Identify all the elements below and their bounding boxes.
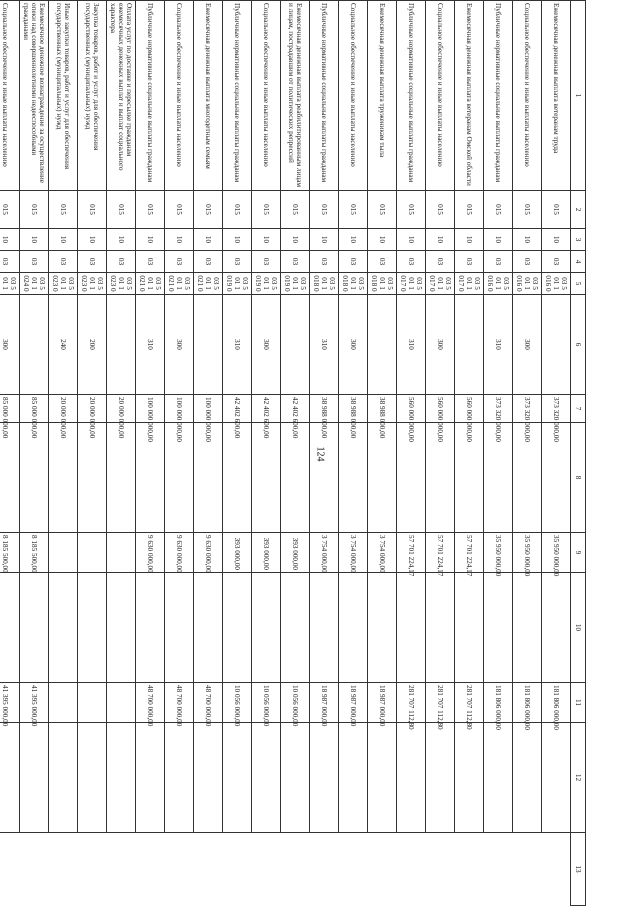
amount-cell bbox=[0, 723, 20, 833]
expense-type-cell: 200 bbox=[78, 295, 107, 395]
amount-cell bbox=[252, 573, 281, 683]
subsection-cell: 03 bbox=[194, 251, 223, 273]
amount-cell bbox=[78, 573, 107, 683]
target-article-cell: 03 5 01 1 017 0 bbox=[426, 273, 455, 295]
subsection-cell: 03 bbox=[426, 251, 455, 273]
target-article-cell: 03 5 01 1 017 0 bbox=[455, 273, 484, 295]
amount-cell: 181 806 000,00 bbox=[513, 683, 542, 723]
amount-cell bbox=[339, 573, 368, 683]
amount-cell: 393 000,00 bbox=[223, 533, 252, 573]
amount-cell: 281 707 112,80 bbox=[426, 683, 455, 723]
expense-type-cell: 300 bbox=[339, 295, 368, 395]
amount-cell: 8 185 500,00 bbox=[20, 533, 49, 573]
subsection-cell: 03 bbox=[78, 251, 107, 273]
amount-cell: 57 701 224,17 bbox=[455, 533, 484, 573]
amount-cell bbox=[426, 573, 455, 683]
table-row bbox=[49, 1, 78, 906]
amount-cell bbox=[426, 723, 455, 833]
row-name-cell: Ежемесячное денежное вознаграждение за осуществление опеки над совершеннолетними недееспособными гражданами bbox=[20, 1, 49, 191]
amount-cell: 57 701 224,17 bbox=[397, 533, 426, 573]
row-name-cell: Социальное обеспечение и иные выплаты населению bbox=[513, 1, 542, 191]
amount-cell bbox=[49, 573, 78, 683]
table-row bbox=[0, 1, 20, 906]
column-header: 9 bbox=[571, 533, 586, 573]
amount-cell: 373 320 000,00 bbox=[513, 395, 542, 423]
amount-cell: 9 630 000,00 bbox=[136, 533, 165, 573]
amount-cell: 3 754 000,00 bbox=[368, 533, 397, 573]
target-article-cell: 03 5 01 1 018 0 bbox=[368, 273, 397, 295]
table-row bbox=[397, 1, 426, 906]
column-header: 6 bbox=[571, 295, 586, 395]
section-cell: 10 bbox=[0, 229, 20, 251]
admin-code-cell: 015 bbox=[426, 191, 455, 229]
section-cell: 10 bbox=[339, 229, 368, 251]
subsection-cell: 03 bbox=[223, 251, 252, 273]
amount-cell: 100 000 000,00 bbox=[136, 395, 165, 423]
table-row bbox=[78, 1, 107, 906]
amount-cell: 560 000 000,00 bbox=[397, 395, 426, 423]
table-row bbox=[310, 1, 339, 906]
amount-cell bbox=[49, 723, 78, 833]
amount-cell: 41 395 000,00 bbox=[20, 683, 49, 723]
amount-cell bbox=[49, 423, 78, 533]
column-header: 10 bbox=[571, 573, 586, 683]
amount-cell bbox=[339, 423, 368, 533]
table-body bbox=[0, 1, 571, 906]
amount-cell: 20 000 000,00 bbox=[107, 395, 136, 423]
amount-cell: 100 000 000,00 bbox=[194, 395, 223, 423]
subsection-cell: 03 bbox=[455, 251, 484, 273]
amount-cell bbox=[513, 573, 542, 683]
amount-cell bbox=[136, 723, 165, 833]
admin-code-cell: 015 bbox=[281, 191, 310, 229]
expense-type-cell bbox=[368, 295, 397, 395]
amount-cell bbox=[107, 423, 136, 533]
amount-cell: 18 987 000,00 bbox=[310, 683, 339, 723]
subsection-cell: 03 bbox=[368, 251, 397, 273]
row-name-cell: Публичные нормативные социальные выплаты гражданам bbox=[136, 1, 165, 191]
admin-code-cell: 015 bbox=[20, 191, 49, 229]
amount-cell bbox=[310, 573, 339, 683]
page-number: 124 bbox=[314, 446, 326, 462]
amount-cell bbox=[252, 423, 281, 533]
column-header: 7 bbox=[571, 395, 586, 423]
admin-code-cell: 015 bbox=[368, 191, 397, 229]
amount-cell: 3 754 000,00 bbox=[310, 533, 339, 573]
amount-cell bbox=[107, 683, 136, 723]
row-name-cell: Ежемесячная денежная выплата многодетным семьям bbox=[194, 1, 223, 191]
amount-cell: 20 000 000,00 bbox=[49, 395, 78, 423]
expense-type-cell bbox=[20, 295, 49, 395]
target-article-cell: 03 5 01 1 018 0 bbox=[310, 273, 339, 295]
amount-cell bbox=[281, 573, 310, 683]
table-row bbox=[252, 1, 281, 906]
target-article-cell: 03 5 01 1 019 0 bbox=[281, 273, 310, 295]
amount-cell bbox=[397, 573, 426, 683]
column-header: 2 bbox=[571, 191, 586, 229]
subsection-cell: 03 bbox=[165, 251, 194, 273]
amount-cell: 57 701 224,17 bbox=[426, 533, 455, 573]
row-name-cell: Социальное обеспечение и иные выплаты населению bbox=[0, 1, 20, 191]
amount-cell bbox=[310, 723, 339, 833]
admin-code-cell: 015 bbox=[223, 191, 252, 229]
expense-type-cell bbox=[281, 295, 310, 395]
row-name-cell: Закупка товаров, работ и услуг для обеспечения государственных (муниципальных) нужд bbox=[78, 1, 107, 191]
amount-cell: 8 185 500,00 bbox=[0, 533, 20, 573]
amount-cell: 48 700 000,00 bbox=[165, 683, 194, 723]
amount-cell bbox=[20, 573, 49, 683]
column-header: 1 bbox=[571, 1, 586, 191]
expense-type-cell: 300 bbox=[513, 295, 542, 395]
row-name-cell: Публичные нормативные социальные выплаты гражданам bbox=[484, 1, 513, 191]
amount-cell bbox=[78, 423, 107, 533]
section-cell: 10 bbox=[310, 229, 339, 251]
target-article-cell: 03 5 01 1 016 0 bbox=[513, 273, 542, 295]
admin-code-cell: 015 bbox=[542, 191, 571, 229]
amount-cell bbox=[165, 573, 194, 683]
amount-cell bbox=[107, 533, 136, 573]
row-name-cell: Социальное обеспечение и иные выплаты населению bbox=[252, 1, 281, 191]
row-name-cell: Социальное обеспечение и иные выплаты населению bbox=[339, 1, 368, 191]
amount-cell bbox=[107, 723, 136, 833]
amount-cell: 42 402 600,00 bbox=[252, 395, 281, 423]
table-header-row bbox=[571, 1, 586, 906]
amount-cell: 10 056 000,00 bbox=[223, 683, 252, 723]
table-row bbox=[368, 1, 397, 906]
subsection-cell: 03 bbox=[107, 251, 136, 273]
subsection-cell: 03 bbox=[513, 251, 542, 273]
subsection-cell: 03 bbox=[281, 251, 310, 273]
amount-cell: 10 056 000,00 bbox=[252, 683, 281, 723]
amount-cell: 20 000 000,00 bbox=[78, 395, 107, 423]
admin-code-cell: 015 bbox=[484, 191, 513, 229]
amount-cell: 38 988 000,00 bbox=[368, 395, 397, 423]
expense-type-cell: 310 bbox=[484, 295, 513, 395]
subsection-cell: 03 bbox=[542, 251, 571, 273]
amount-cell bbox=[165, 723, 194, 833]
amount-cell: 181 806 000,00 bbox=[484, 683, 513, 723]
section-cell: 10 bbox=[20, 229, 49, 251]
section-cell: 10 bbox=[252, 229, 281, 251]
section-cell: 10 bbox=[223, 229, 252, 251]
target-article-cell: 03 5 01 1 019 0 bbox=[252, 273, 281, 295]
admin-code-cell: 015 bbox=[310, 191, 339, 229]
amount-cell: 181 806 000,00 bbox=[542, 683, 571, 723]
row-name-cell: Социальное обеспечение и иные выплаты населению bbox=[165, 1, 194, 191]
expense-type-cell: 300 bbox=[426, 295, 455, 395]
target-article-cell: 03 5 01 1 023 0 bbox=[78, 273, 107, 295]
column-header: 8 bbox=[571, 423, 586, 533]
section-cell: 10 bbox=[78, 229, 107, 251]
amount-cell bbox=[252, 723, 281, 833]
row-name-cell: Социальное обеспечение и иные выплаты населению bbox=[426, 1, 455, 191]
amount-cell: 373 320 000,00 bbox=[484, 395, 513, 423]
section-cell: 10 bbox=[136, 229, 165, 251]
subsection-cell: 03 bbox=[397, 251, 426, 273]
amount-cell: 10 056 000,00 bbox=[281, 683, 310, 723]
admin-code-cell: 015 bbox=[0, 191, 20, 229]
amount-cell: 393 000,00 bbox=[281, 533, 310, 573]
amount-cell: 85 000 000,00 bbox=[0, 395, 20, 423]
amount-cell: 393 000,00 bbox=[252, 533, 281, 573]
amount-cell: 41 395 000,00 bbox=[0, 683, 20, 723]
amount-cell bbox=[339, 723, 368, 833]
admin-code-cell: 015 bbox=[78, 191, 107, 229]
expense-type-cell: 310 bbox=[136, 295, 165, 395]
amount-cell bbox=[542, 723, 571, 833]
table-row bbox=[281, 1, 310, 906]
column-header: 11 bbox=[571, 683, 586, 723]
amount-cell bbox=[223, 723, 252, 833]
row-name-cell: Ежемесячная денежная выплата ветеранам труда bbox=[542, 1, 571, 191]
section-cell: 10 bbox=[107, 229, 136, 251]
table-row bbox=[20, 1, 49, 906]
table-row bbox=[165, 1, 194, 906]
section-cell: 10 bbox=[397, 229, 426, 251]
subsection-cell: 03 bbox=[310, 251, 339, 273]
column-header: 13 bbox=[571, 833, 586, 906]
subsection-cell: 03 bbox=[136, 251, 165, 273]
expense-type-cell bbox=[455, 295, 484, 395]
expense-type-cell: 310 bbox=[223, 295, 252, 395]
row-name-cell: Ежемесячная денежная выплата реабилитированным лицам и лицам, пострадавшим от политических репрессий bbox=[281, 1, 310, 191]
section-cell: 10 bbox=[194, 229, 223, 251]
amount-cell bbox=[368, 723, 397, 833]
table-row bbox=[484, 1, 513, 906]
target-article-cell: 03 5 01 1 023 0 bbox=[49, 273, 78, 295]
expense-type-cell: 300 bbox=[165, 295, 194, 395]
expense-type-cell: 310 bbox=[397, 295, 426, 395]
subsection-cell: 03 bbox=[20, 251, 49, 273]
amount-cell bbox=[281, 723, 310, 833]
subsection-cell: 03 bbox=[339, 251, 368, 273]
amount-cell: 35 950 000,00 bbox=[484, 533, 513, 573]
expense-type-cell: 300 bbox=[0, 295, 20, 395]
target-article-cell: 03 5 01 1 017 0 bbox=[397, 273, 426, 295]
row-name-cell: Публичные нормативные социальные выплаты гражданам bbox=[223, 1, 252, 191]
admin-code-cell: 015 bbox=[165, 191, 194, 229]
table-row bbox=[339, 1, 368, 906]
admin-code-cell: 015 bbox=[397, 191, 426, 229]
amount-cell bbox=[78, 683, 107, 723]
row-name-cell: Ежемесячная денежная выплата ветеранам Омской области bbox=[455, 1, 484, 191]
table-row bbox=[136, 1, 165, 906]
column-header: 4 bbox=[571, 251, 586, 273]
section-cell: 10 bbox=[426, 229, 455, 251]
expense-type-cell: 240 bbox=[49, 295, 78, 395]
amount-cell bbox=[20, 423, 49, 533]
amount-cell: 18 987 000,00 bbox=[368, 683, 397, 723]
amount-cell bbox=[310, 423, 339, 533]
row-name-cell: Ежемесячная денежная выплата труженикам тыла bbox=[368, 1, 397, 191]
subsection-cell: 03 bbox=[252, 251, 281, 273]
amount-cell bbox=[0, 573, 20, 683]
subsection-cell: 03 bbox=[49, 251, 78, 273]
admin-code-cell: 015 bbox=[455, 191, 484, 229]
target-article-cell: 03 5 01 1 023 0 bbox=[107, 273, 136, 295]
amount-cell bbox=[107, 573, 136, 683]
expense-type-cell: 310 bbox=[310, 295, 339, 395]
amount-cell: 281 707 112,80 bbox=[397, 683, 426, 723]
amount-cell: 48 700 000,00 bbox=[136, 683, 165, 723]
admin-code-cell: 015 bbox=[107, 191, 136, 229]
amount-cell bbox=[223, 573, 252, 683]
section-cell: 10 bbox=[542, 229, 571, 251]
expense-type-cell bbox=[194, 295, 223, 395]
amount-cell: 85 000 000,00 bbox=[20, 395, 49, 423]
amount-cell: 373 320 000,00 bbox=[542, 395, 571, 423]
amount-cell bbox=[194, 723, 223, 833]
amount-cell: 18 987 000,00 bbox=[339, 683, 368, 723]
amount-cell bbox=[78, 723, 107, 833]
amount-cell: 560 000 000,00 bbox=[455, 395, 484, 423]
section-cell: 10 bbox=[49, 229, 78, 251]
amount-cell: 38 988 000,00 bbox=[310, 395, 339, 423]
amount-cell: 281 707 112,80 bbox=[455, 683, 484, 723]
column-header: 3 bbox=[571, 229, 586, 251]
amount-cell: 42 402 600,00 bbox=[281, 395, 310, 423]
amount-cell bbox=[368, 423, 397, 533]
amount-cell bbox=[49, 683, 78, 723]
amount-cell: 560 000 000,00 bbox=[426, 395, 455, 423]
table-row bbox=[542, 1, 571, 906]
target-article-cell: 03 5 01 1 021 0 bbox=[136, 273, 165, 295]
amount-cell bbox=[194, 573, 223, 683]
section-cell: 10 bbox=[165, 229, 194, 251]
table-row bbox=[513, 1, 542, 906]
row-name-cell: Публичные нормативные социальные выплаты гражданам bbox=[310, 1, 339, 191]
admin-code-cell: 015 bbox=[49, 191, 78, 229]
rotated-table-wrapper bbox=[1, 0, 586, 905]
target-article-cell: 03 5 01 1 016 0 bbox=[484, 273, 513, 295]
amount-cell bbox=[49, 533, 78, 573]
row-name-cell: Иные закупки товаров, работ и услуг для обеспечения государственных (муниципальных) нужд bbox=[49, 1, 78, 191]
target-article-cell: 03 5 01 1 021 0 bbox=[194, 273, 223, 295]
table-row bbox=[194, 1, 223, 906]
subsection-cell: 03 bbox=[0, 251, 20, 273]
amount-cell bbox=[136, 573, 165, 683]
amount-cell: 48 700 000,00 bbox=[194, 683, 223, 723]
column-header: 12 bbox=[571, 723, 586, 833]
section-cell: 10 bbox=[281, 229, 310, 251]
admin-code-cell: 015 bbox=[136, 191, 165, 229]
amount-cell bbox=[484, 723, 513, 833]
amount-cell bbox=[484, 573, 513, 683]
amount-cell: 38 988 000,00 bbox=[339, 395, 368, 423]
amount-cell bbox=[513, 723, 542, 833]
admin-code-cell: 015 bbox=[339, 191, 368, 229]
subsection-cell: 03 bbox=[484, 251, 513, 273]
expense-type-cell bbox=[542, 295, 571, 395]
amount-cell: 35 950 000,00 bbox=[542, 533, 571, 573]
expense-type-cell bbox=[107, 295, 136, 395]
column-header: 5 bbox=[571, 273, 586, 295]
row-name-cell: Оплата услуг по доставке и пересылке гражданам ежемесячных денежных выплат и выплат социального характера bbox=[107, 1, 136, 191]
amount-cell bbox=[20, 723, 49, 833]
amount-cell: 100 000 000,00 bbox=[165, 395, 194, 423]
amount-cell bbox=[281, 423, 310, 533]
admin-code-cell: 015 bbox=[194, 191, 223, 229]
amount-cell: 42 402 600,00 bbox=[223, 395, 252, 423]
amount-cell bbox=[223, 423, 252, 533]
amount-cell bbox=[542, 573, 571, 683]
amount-cell bbox=[455, 573, 484, 683]
target-article-cell: 03 5 01 1 018 0 bbox=[339, 273, 368, 295]
admin-code-cell: 015 bbox=[513, 191, 542, 229]
expense-type-cell: 300 bbox=[252, 295, 281, 395]
target-article-cell: 03 5 01 1 016 0 bbox=[542, 273, 571, 295]
admin-code-cell: 015 bbox=[252, 191, 281, 229]
table-row bbox=[223, 1, 252, 906]
amount-cell: 9 630 000,00 bbox=[194, 533, 223, 573]
amount-cell bbox=[397, 723, 426, 833]
amount-cell bbox=[368, 573, 397, 683]
target-article-cell: 03 5 01 1 bbox=[0, 273, 20, 295]
target-article-cell: 03 5 01 1 019 0 bbox=[223, 273, 252, 295]
row-name-cell: Публичные нормативные социальные выплаты гражданам bbox=[397, 1, 426, 191]
section-cell: 10 bbox=[513, 229, 542, 251]
table-row bbox=[426, 1, 455, 906]
target-article-cell: 03 5 01 1 024 0 bbox=[20, 273, 49, 295]
target-article-cell: 03 5 01 1 021 0 bbox=[165, 273, 194, 295]
amount-cell: 9 630 000,00 bbox=[165, 533, 194, 573]
amount-cell bbox=[0, 423, 20, 533]
amount-cell: 35 950 000,00 bbox=[513, 533, 542, 573]
section-cell: 10 bbox=[484, 229, 513, 251]
table-row bbox=[107, 1, 136, 906]
amount-cell bbox=[78, 533, 107, 573]
amount-cell: 3 754 000,00 bbox=[339, 533, 368, 573]
table-row bbox=[455, 1, 484, 906]
section-cell: 10 bbox=[368, 229, 397, 251]
section-cell: 10 bbox=[455, 229, 484, 251]
amount-cell bbox=[455, 723, 484, 833]
